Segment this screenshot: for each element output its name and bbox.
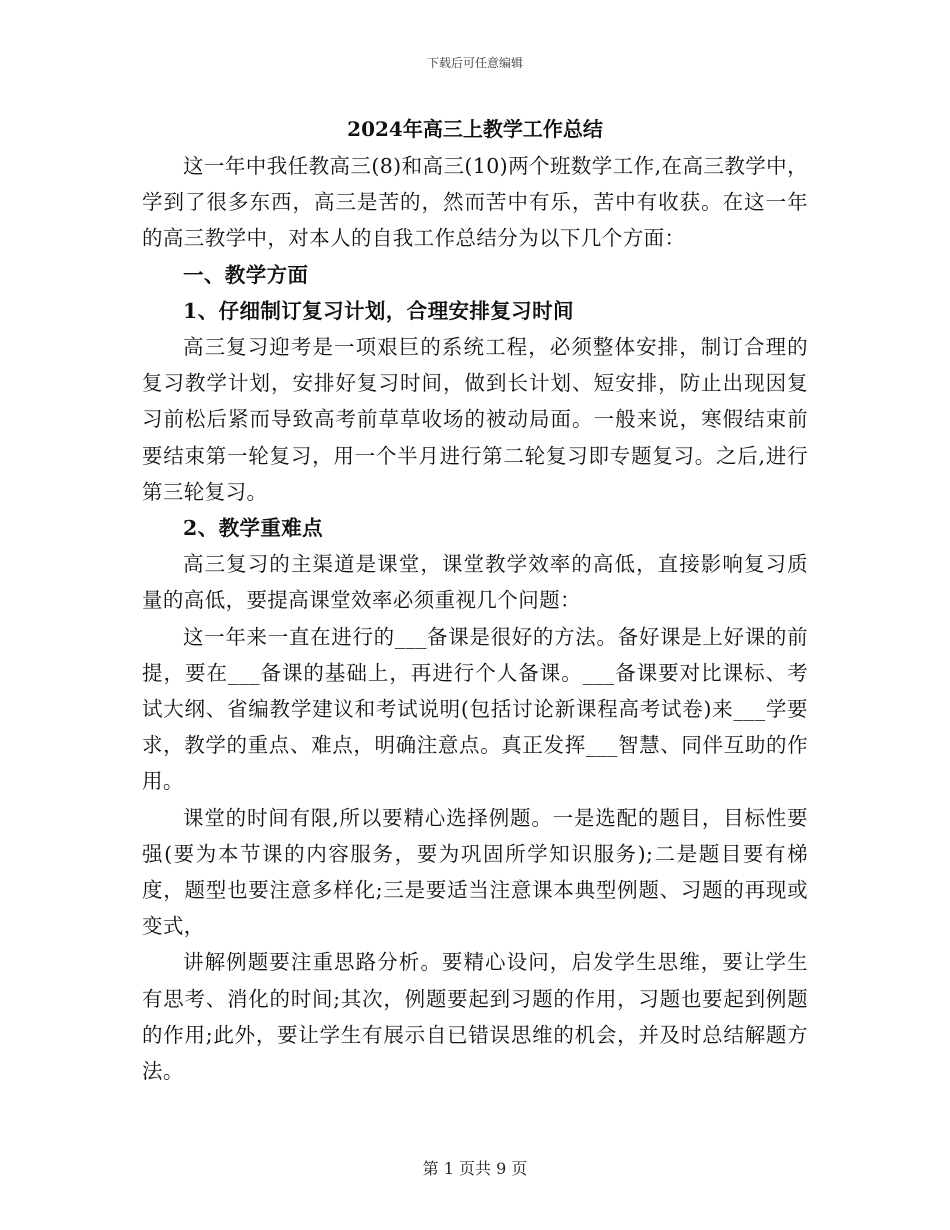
paragraph-example-explanation: 讲解例题要注重思路分析。要精心设问，启发学生思维，要让学生有思考、消化的时间;其次，例题要起到习题的作用，习题也要起到例题的作用;此外，要让学生有展示自已错误思维的机会，并及时总结解题方法。	[142, 950, 808, 1084]
header-note: 下载后可任意编辑	[426, 56, 523, 70]
subheading-review-plan: 1、仔细制订复习计划，合理安排复习时间	[183, 298, 574, 323]
subheading-key-points: 2、教学重难点	[183, 516, 324, 541]
page-footer: 第 1 页共 9 页	[422, 1159, 528, 1178]
document-title: 2024年高三上教学工作总结	[347, 117, 603, 141]
paragraph-lesson-prep: 这一年来一直在进行的___备课是很好的方法。备好课是上好课的前提，要在___备课的基础上，再进行个人备课。___备课要对比课标、考试大纲、省编教学建议和考试说明(包括讨论新课程高考试卷)来___学要求，教学的重点、难点，明确注意点。真正发挥___智慧、同伴互助的作用。	[142, 624, 808, 794]
paragraph-example-selection: 课堂的时间有限,所以要精心选择例题。一是选配的题目，目标性要强(要为本节课的内容服务，要为巩固所学知识服务);二是题目要有梯度，题型也要注意多样化;三是要适当注意课本典型例题、习题的再现或变式，	[142, 805, 808, 939]
document-body	[142, 112, 808, 1089]
section-heading-teaching: 一、教学方面	[183, 262, 309, 287]
paragraph-review-plan: 高三复习迎考是一项艰巨的系统工程，必须整体安排，制订合理的复习教学计划，安排好复习时间，做到长计划、短安排，防止出现因复习前松后紧而导致高考前草草收场的被动局面。一般来说，寒假结束前要结束第一轮复习，用一个半月进行第二轮复习即专题复习。之后,进行第三轮复习。	[142, 335, 808, 504]
intro-paragraph: 这一年中我任教高三(8)和高三(10)两个班数学工作,在高三教学中，学到了很多东西，高三是苦的，然而苦中有乐，苦中有收获。在这一年的高三教学中，对本人的自我工作总结分为以下几个方面：	[142, 154, 808, 251]
paragraph-classroom: 高三复习的主渠道是课堂，课堂教学效率的高低，直接影响复习质量的高低，要提高课堂效率必须重视几个问题：	[142, 552, 808, 613]
